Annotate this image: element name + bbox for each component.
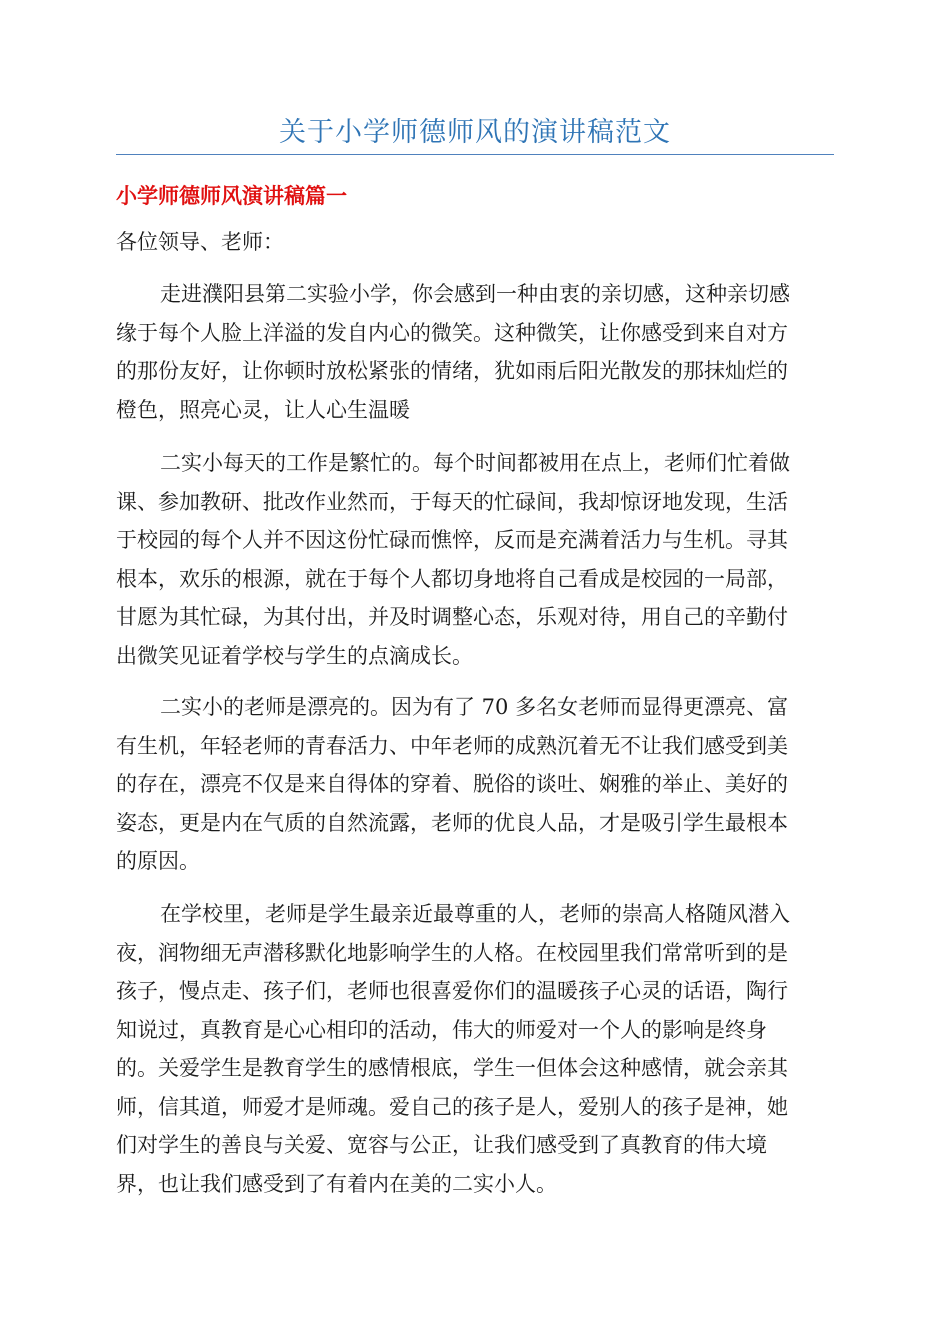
- section-heading: 小学师德师风演讲稿篇一: [116, 184, 347, 208]
- paragraph-line: 有生机，年轻老师的青春活力、中年老师的成熟沉着无不让我们感受到美: [116, 733, 788, 758]
- paragraph-line: 甘愿为其忙碌，为其付出，并及时调整心态，乐观对待，用自己的辛勤付: [116, 605, 788, 629]
- paragraph-line: 姿态，更是内在气质的自然流露，老师的优良人品，才是吸引学生最根本: [116, 810, 788, 835]
- paragraph-line: 夜，润物细无声潜移默化地影响学生的人格。在校园里我们常常听到的是: [116, 940, 788, 965]
- paragraph-line: 课、参加教研、批改作业然而，于每天的忙碌间，我却惊讶地发现，生活: [116, 489, 788, 514]
- document-title: 关于小学师德师风的演讲稿范文: [279, 117, 671, 148]
- paragraph-line: 于校园的每个人并不因这份忙碌而憔悴，反而是充满着活力与生机。寻其: [116, 528, 788, 552]
- paragraph-line: 缘于每个人脸上洋溢的发自内心的微笑。这种微笑，让你感受到来自对方: [116, 320, 788, 345]
- paragraph-line: 在学校里，老师是学生最亲近最尊重的人，老师的崇高人格随风潜入: [160, 902, 790, 926]
- paragraph-line: 根本，欢乐的根源，就在于每个人都切身地将自己看成是校园的一局部，: [116, 566, 788, 591]
- paragraph-1: [116, 275, 834, 429]
- paragraph-line: 师，信其道，师爱才是师魂。爱自己的孩子是人，爱别人的孩子是神，她: [116, 1094, 788, 1119]
- title-divider: [116, 154, 834, 155]
- paragraph-line: 的。关爱学生是教育学生的感情根底，学生一但体会这种感情，就会亲其: [116, 1056, 788, 1080]
- salutation: 各位领导、老师：: [116, 230, 284, 254]
- paragraph-line: 的原因。: [116, 849, 200, 873]
- paragraph-line: 们对学生的善良与关爱、宽容与公正，让我们感受到了真教育的伟大境: [116, 1133, 767, 1157]
- paragraph-line: 橙色，照亮心灵，让人心生温暖: [116, 397, 410, 422]
- paragraph-line: 的存在，漂亮不仅是来自得体的穿着、脱俗的谈吐、娴雅的举止、美好的: [116, 772, 788, 796]
- paragraph-line: 界，也让我们感受到了有着内在美的二实小人。: [116, 1171, 557, 1196]
- paragraph-line: 孩子，慢点走、孩子们，老师也很喜爱你们的温暖孩子心灵的话语，陶行: [116, 979, 788, 1003]
- paragraph-3: [116, 688, 834, 881]
- paragraph-line: 知说过，真教育是心心相印的活动，伟大的师爱对一个人的影响是终身: [116, 1017, 767, 1042]
- paragraph-line: 的那份友好，让你顿时放松紧张的情绪，犹如雨后阳光散发的那抹灿烂的: [116, 359, 788, 383]
- paragraph-line: 二实小的老师是漂亮的。因为有了 70 多名女老师而显得更漂亮、富: [160, 695, 789, 719]
- paragraph-4: [116, 895, 834, 1203]
- paragraph-line: 二实小每天的工作是繁忙的。每个时间都被用在点上，老师们忙着做: [160, 451, 790, 475]
- paragraph-line: 走进濮阳县第二实验小学，你会感到一种由衷的亲切感，这种亲切感: [160, 282, 790, 306]
- paragraph-line: 出微笑见证着学校与学生的点滴成长。: [116, 643, 473, 668]
- paragraph-2: [116, 444, 834, 675]
